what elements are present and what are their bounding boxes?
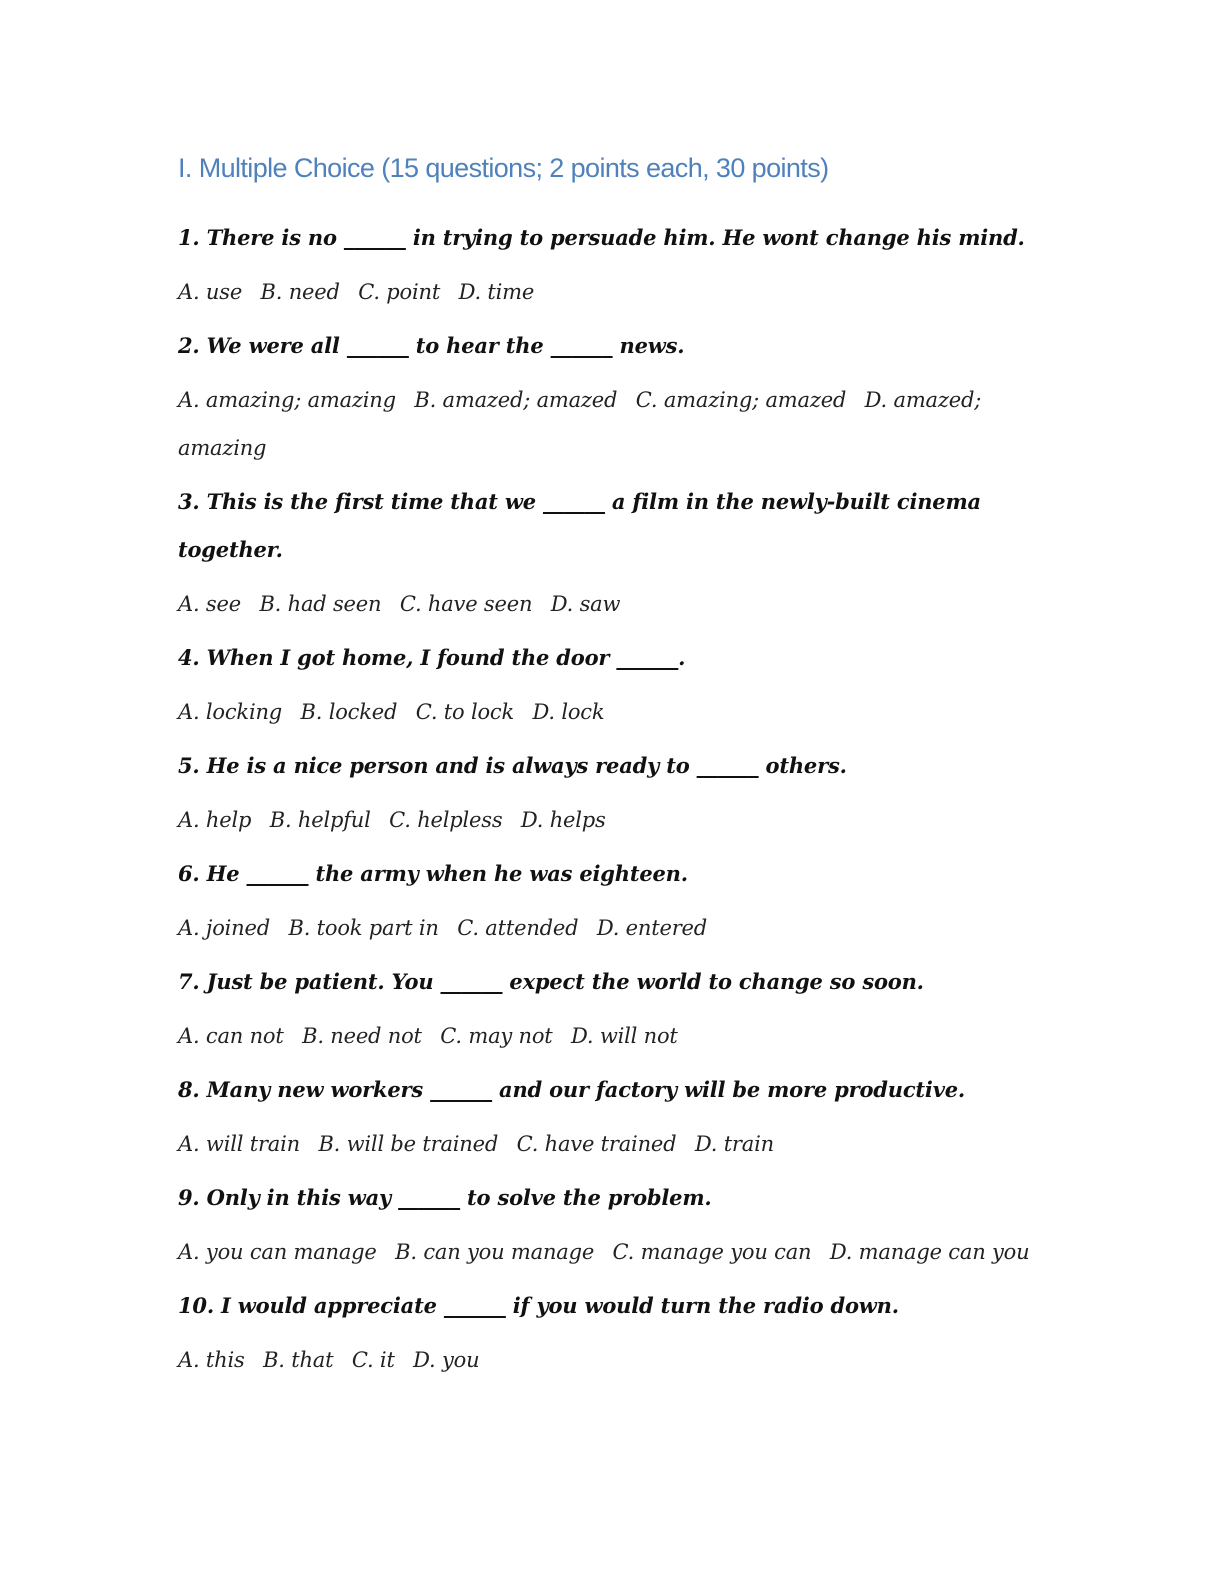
question-8 bbox=[178, 1066, 1038, 1168]
option-c: C. have trained bbox=[516, 1132, 677, 1156]
answer-options bbox=[178, 688, 1038, 736]
option-c: C. helpless bbox=[389, 808, 503, 832]
option-a: A. this bbox=[178, 1348, 245, 1372]
option-a: A. amazing; amazing bbox=[178, 388, 396, 412]
option-a: A. can not bbox=[178, 1024, 284, 1048]
option-d: D. train bbox=[694, 1132, 774, 1156]
option-b: B. that bbox=[263, 1348, 334, 1372]
option-b: B. need bbox=[260, 280, 340, 304]
answer-options bbox=[178, 268, 1038, 316]
option-a: A. help bbox=[178, 808, 252, 832]
option-a: A. use bbox=[178, 280, 243, 304]
answer-options bbox=[178, 376, 1038, 472]
option-d: D. entered bbox=[596, 916, 708, 940]
answer-options bbox=[178, 580, 1038, 628]
question-text: 8. Many new workers ______ and our factory will be more productive. bbox=[178, 1077, 965, 1102]
question-3 bbox=[178, 478, 1038, 628]
option-c: C. attended bbox=[457, 916, 579, 940]
option-b: B. helpful bbox=[269, 808, 371, 832]
option-b: B. locked bbox=[300, 700, 398, 724]
option-d: D. helps bbox=[520, 808, 606, 832]
option-c: C. manage you can bbox=[612, 1240, 812, 1264]
question-text: 6. He ______ the army when he was eighteen. bbox=[178, 861, 688, 886]
question-text: 1. There is no ______ in trying to persuade him. He wont change his mind. bbox=[178, 225, 1025, 250]
option-c: C. point bbox=[358, 280, 441, 304]
question-5 bbox=[178, 742, 1038, 844]
option-d: D. manage can you bbox=[829, 1240, 1030, 1264]
question-text: 10. I would appreciate ______ if you would turn the radio down. bbox=[178, 1293, 899, 1318]
question-4 bbox=[178, 634, 1038, 736]
question-7 bbox=[178, 958, 1038, 1060]
question-text: 5. He is a nice person and is always ready to ______ others. bbox=[178, 753, 847, 778]
answer-options bbox=[178, 1228, 1038, 1276]
option-d: D. will not bbox=[571, 1024, 678, 1048]
question-9 bbox=[178, 1174, 1038, 1276]
option-c: C. to lock bbox=[415, 700, 514, 724]
option-d: D. you bbox=[413, 1348, 480, 1372]
question-1 bbox=[178, 214, 1038, 316]
option-d: D. time bbox=[458, 280, 535, 304]
option-d: D. lock bbox=[532, 700, 605, 724]
option-a: A. will train bbox=[178, 1132, 300, 1156]
question-10 bbox=[178, 1282, 1038, 1384]
option-b: B. can you manage bbox=[395, 1240, 595, 1264]
answer-options bbox=[178, 796, 1038, 844]
question-text: 2. We were all ______ to hear the ______ news. bbox=[178, 333, 685, 358]
option-d: D. amazed; amazing bbox=[178, 388, 982, 460]
answer-options bbox=[178, 1120, 1038, 1168]
question-text: 4. When I got home, I found the door ______. bbox=[178, 645, 686, 670]
option-b: B. need not bbox=[302, 1024, 422, 1048]
option-c: C. amazing; amazed bbox=[635, 388, 847, 412]
question-text: 7. Just be patient. You ______ expect the world to change so soon. bbox=[178, 969, 924, 994]
option-a: A. you can manage bbox=[178, 1240, 377, 1264]
question-2 bbox=[178, 322, 1038, 472]
option-c: C. have seen bbox=[399, 592, 533, 616]
answer-options bbox=[178, 1012, 1038, 1060]
option-b: B. had seen bbox=[259, 592, 382, 616]
option-c: C. it bbox=[351, 1348, 395, 1372]
question-text: 3. This is the first time that we ______ a film in the newly-built cinema together. bbox=[178, 489, 981, 562]
option-c: C. may not bbox=[440, 1024, 553, 1048]
question-6 bbox=[178, 850, 1038, 952]
option-a: A. see bbox=[178, 592, 241, 616]
option-b: B. amazed; amazed bbox=[414, 388, 618, 412]
option-d: D. saw bbox=[550, 592, 621, 616]
section-heading: I. Multiple Choice (15 questions; 2 points each, 30 points) bbox=[178, 153, 829, 183]
question-text: 9. Only in this way ______ to solve the problem. bbox=[178, 1185, 712, 1210]
answer-options bbox=[178, 904, 1038, 952]
document-content bbox=[178, 148, 1038, 1390]
option-a: A. locking bbox=[178, 700, 283, 724]
answer-options bbox=[178, 1336, 1038, 1384]
option-a: A. joined bbox=[178, 916, 270, 940]
option-b: B. will be trained bbox=[318, 1132, 499, 1156]
option-b: B. took part in bbox=[288, 916, 439, 940]
